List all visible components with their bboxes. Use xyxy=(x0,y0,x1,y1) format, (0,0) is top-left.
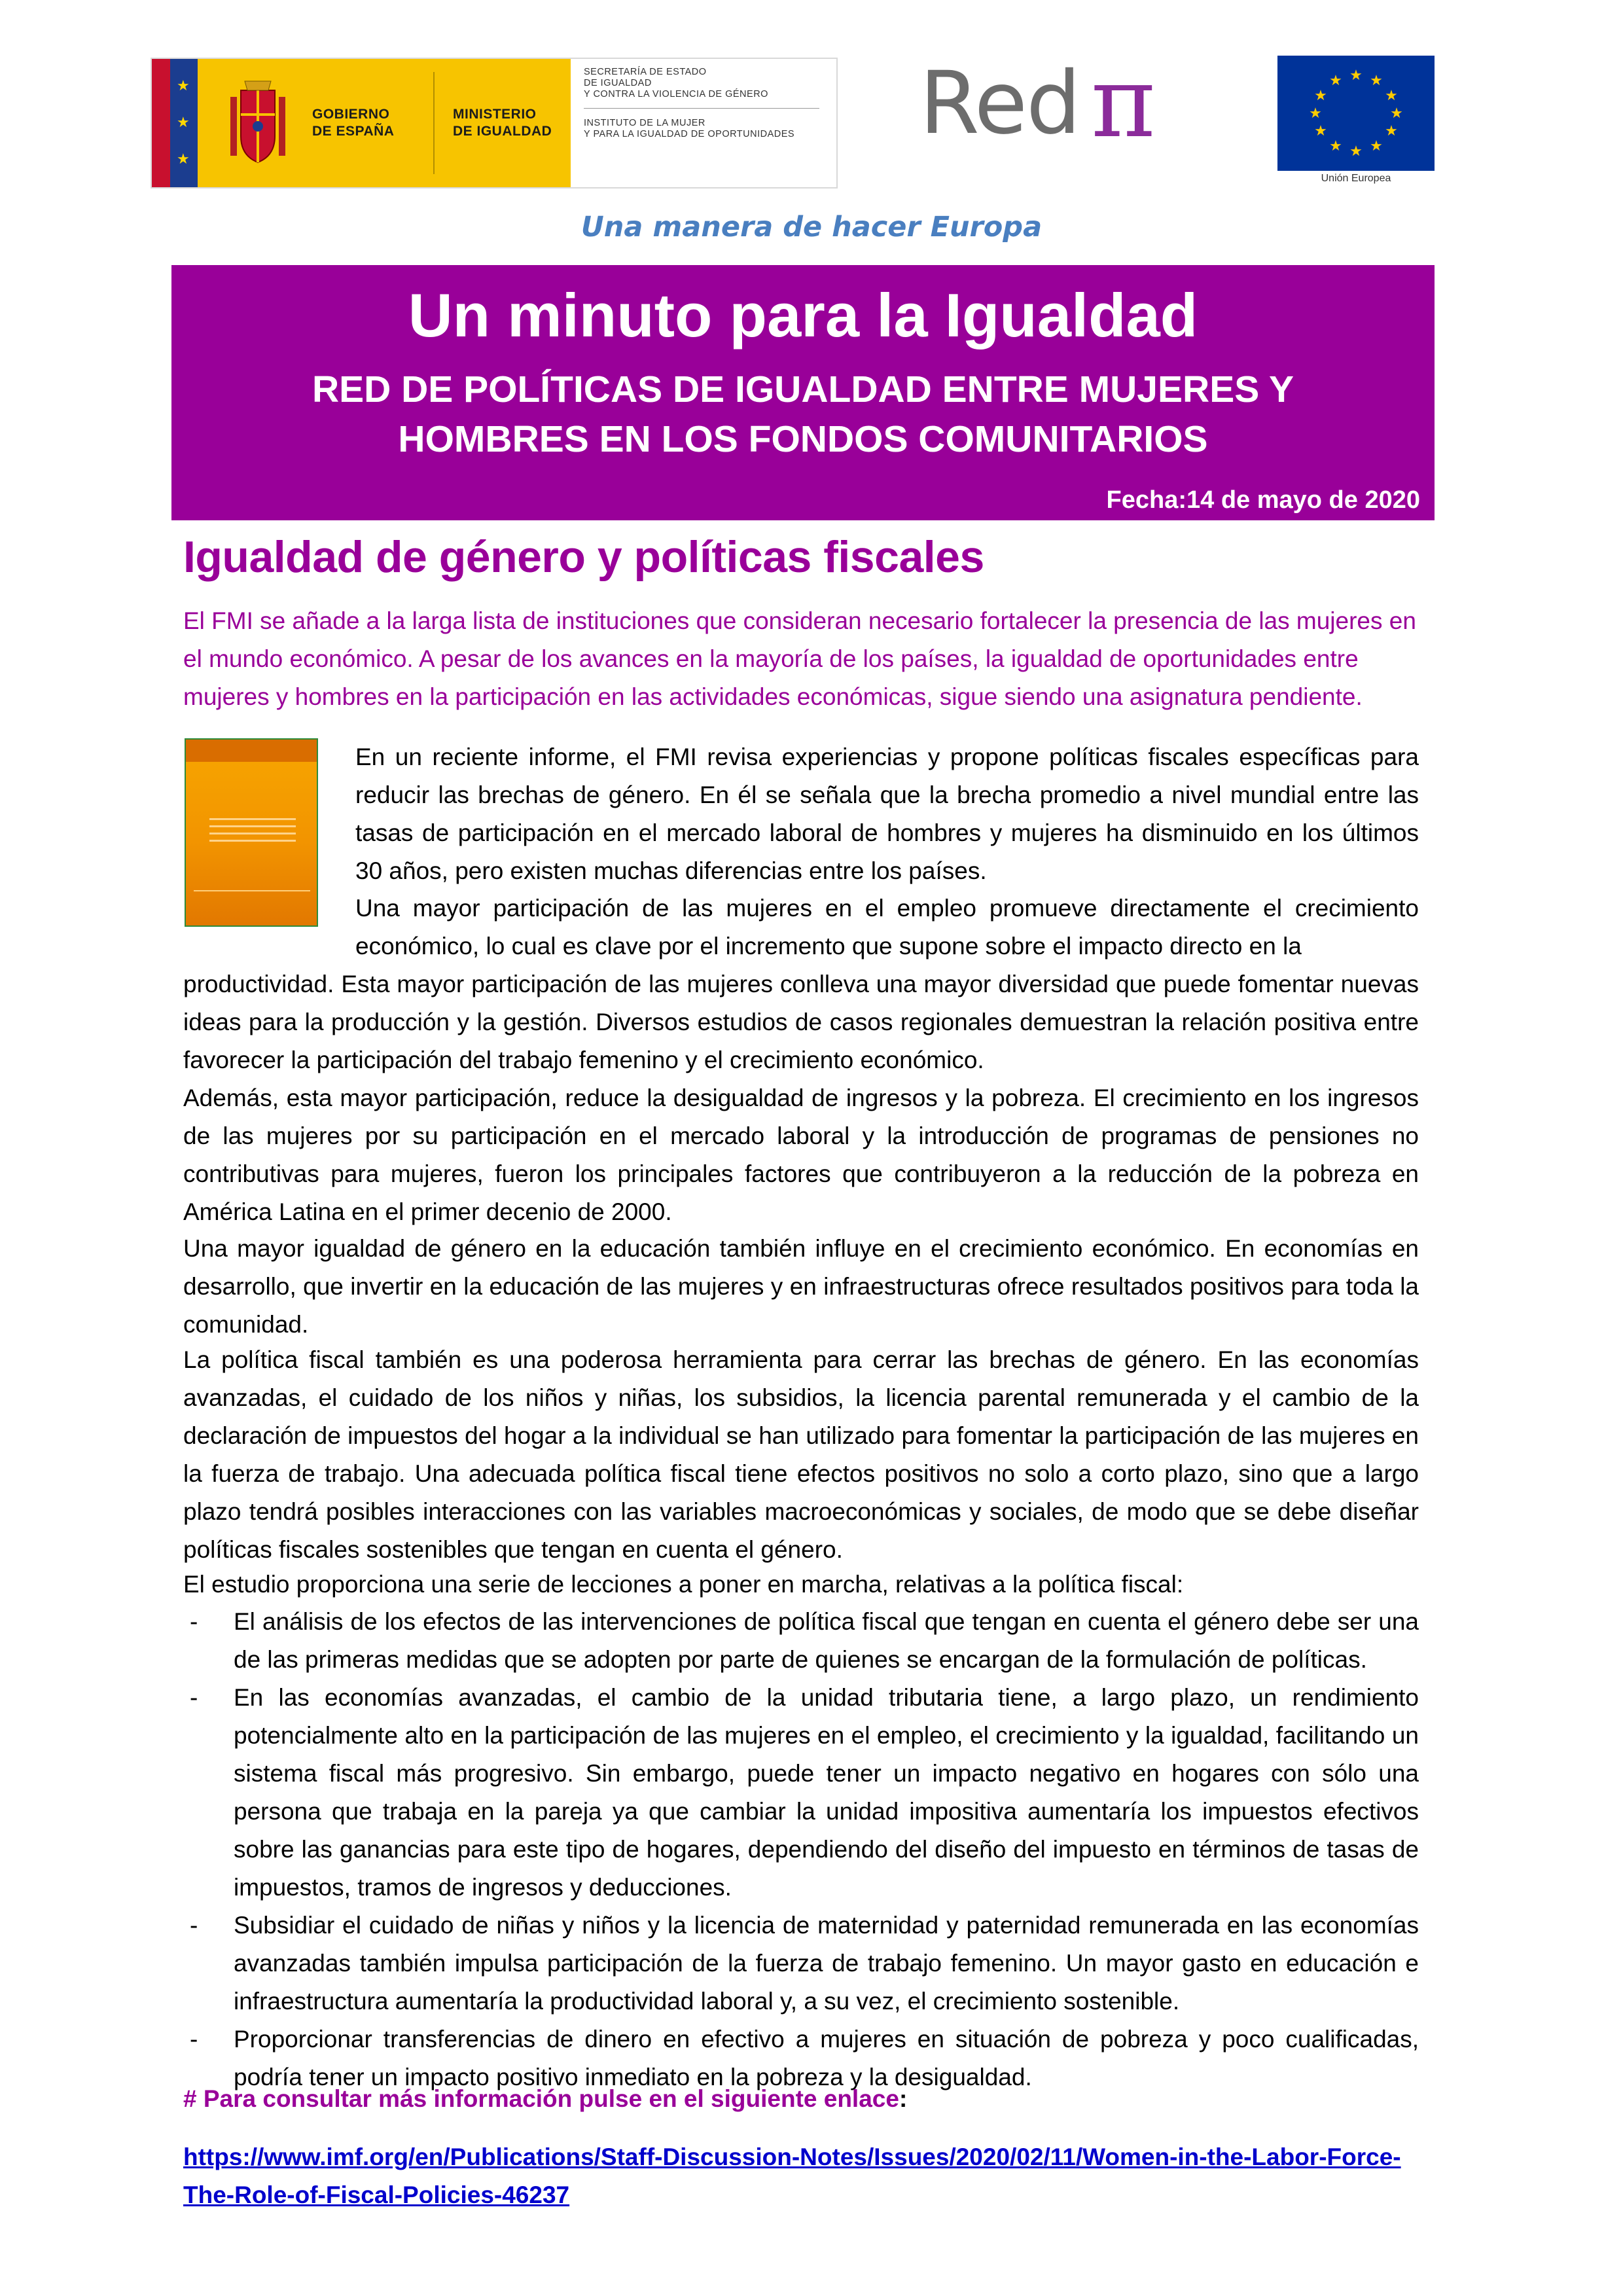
banner-subtitle-line-2: HOMBRES EN LOS FONDOS COMUNITARIOS xyxy=(398,418,1208,460)
eu-label: Unión Europea xyxy=(1321,173,1391,184)
gov-line-2: DE ESPAÑA xyxy=(312,124,395,139)
bullet-dash: - xyxy=(190,2026,198,2053)
coat-of-arms-icon xyxy=(225,77,291,169)
paragraph-5: La política fiscal también es una poderosa herramienta para cerrar las brechas de género. En las economías avanzadas, el cuidado de los niños y niñas, los subsidios, la licencia parental remunerada y el cambio de la declaración de impuestos del hogar a la individual se han utilizado para fomentar la participación de las mujeres en la fuerza de trabajo. Una adecuada política fiscal tiene efectos positivos no solo a corto plazo, sino que a largo plazo tendrá posibles interacciones con las variables macroeconómicas y sociales, de modo que se debe diseñar políticas fiscales sostenibles que tengan en cuenta el género. xyxy=(183,1346,1419,1563)
government-logo-strip xyxy=(151,58,838,188)
logo-divider xyxy=(433,72,435,174)
article-heading: Igualdad de género y políticas fiscales xyxy=(183,532,984,582)
list-item-text: En las economías avanzadas, el cambio de la unidad tributaria tiene, a largo plazo, un rendimiento potencialmente alto en la participación de las mujeres en el empleo, el crecimiento y la igualdad, facilitando un sistema fiscal más progresivo. Sin embargo, puede tener un impacto negativo en hogares con sólo una persona que trabaja en la pareja ya que cambiar la unidad impositiva aumentaría los impuestos efectivos sobre las ganancias para este tipo de hogares, dependiendo del diseño del impuesto en términos de tasas de impuestos, tramos de ingresos y deducciones. xyxy=(234,1684,1419,1901)
cover-footer xyxy=(194,890,310,918)
secretaria-line: Y CONTRA LA VIOLENCIA DE GÉNERO xyxy=(584,89,768,99)
more-info-label xyxy=(183,2080,907,2118)
paragraph-6: El estudio proporciona una serie de lecciones a poner en marcha, relativas a la política fiscal: xyxy=(183,1571,1184,1598)
tagline: Una manera de hacer Europa xyxy=(580,211,1043,243)
banner-subtitle-line-1: RED DE POLÍTICAS DE IGUALDAD ENTRE MUJERES Y xyxy=(312,368,1294,410)
title-banner xyxy=(171,265,1435,520)
ministry-line-2: DE IGUALDAD xyxy=(453,124,552,139)
gobierno-logo xyxy=(198,59,571,187)
list-item-text: Subsidiar el cuidado de niñas y niños y la licencia de maternidad y paternidad remunerada en las economías avanzadas también impulsa participación de la fuerza de trabajo femenino. Un mayor gasto en educación e infraestructura aumentaría la productividad laboral y, a su vez, el crecimiento sostenible. xyxy=(234,1912,1419,2015)
ministerio-text xyxy=(453,106,552,140)
secretaria-text xyxy=(584,67,826,100)
list-item-text: Proporcionar transferencias de dinero en efectivo a mujeres en situación de pobreza y poco cualificadas, podría tener un impacto positivo inmediato en la pobreza y la desigualdad. xyxy=(234,2026,1419,2090)
secretaria-line: DE IGUALDAD xyxy=(584,78,652,88)
paragraph-2-continued: productividad. Esta mayor participación de las mujeres conlleva una mayor diversidad que puede fomentar nuevas ideas para la producción y la gestión. Diversos estudios de casos regionales demuestran la relación positiva entre favorecer la participación del trabajo femenino y el crecimiento económico. xyxy=(183,971,1419,1073)
more-info-colon: : xyxy=(899,2085,908,2112)
list-item xyxy=(183,1679,1419,1907)
lessons-list xyxy=(183,1603,1419,2096)
paragraph-1: En un reciente informe, el FMI revisa experiencias y propone políticas fiscales específicas para reducir las brechas de género. En él se señala que la brecha promedio a nivel mundial entre las tasas de participación en el mercado laboral de hombres y mujeres ha disminuido en los últimos 30 años, pero existen muchas diferencias entre los países. xyxy=(355,744,1419,884)
instituto-text xyxy=(584,118,826,140)
pi-symbol-icon: π xyxy=(1091,46,1156,160)
bullet-dash: - xyxy=(190,1684,198,1711)
banner-subtitle xyxy=(171,365,1435,464)
instituto-line: Y PARA LA IGUALDAD DE OPORTUNIDADES xyxy=(584,129,795,139)
paragraph-4: Una mayor igualdad de género en la educación también influye en el crecimiento económico. En economías en desarrollo, que invertir en la educación de las mujeres y en infraestructuras ofrece resultados positivos para toda la comunidad. xyxy=(183,1235,1419,1338)
imf-report-link[interactable]: https://www.imf.org/en/Publications/Staff-Discussion-Notes/Issues/2020/02/11/Women-in-the-Labor-Force-The-Role-of-Fiscal-Policies-46237 xyxy=(183,2144,1401,2208)
paragraph-3: Además, esta mayor participación, reduce la desigualdad de ingresos y la pobreza. El crecimiento en los ingresos de las mujeres por su participación en el mercado laboral y la introducción de programas de pensiones no contributivas para mujeres, fueron los principales factores que contribuyeron a la reducción de la pobreza en América Latina en el primer decenio de 2000. xyxy=(183,1085,1419,1225)
list-item xyxy=(183,1907,1419,2020)
secretaria-line: SECRETARÍA DE ESTADO xyxy=(584,67,707,77)
gobierno-text xyxy=(312,106,394,140)
banner-title: Un minuto para la Igualdad xyxy=(408,281,1198,350)
ministry-line-1: MINISTERIO xyxy=(453,107,537,122)
cover-text-lines xyxy=(209,818,296,847)
article-lead: El FMI se añade a la larga lista de instituciones que consideran necesario fortalecer la presencia de las mujeres en el mundo económico. A pesar de los avances en la mayoría de los países, la igualdad de oportunidades entre mujeres y hombres en la participación en las actividades económicas, sigue siendo una asignatura pendiente. xyxy=(183,607,1416,710)
report-cover-image xyxy=(185,738,318,927)
red-logo-word: Red xyxy=(919,53,1080,154)
list-item xyxy=(183,1603,1419,1679)
secretaria-divider xyxy=(584,108,819,109)
red-pi-logo xyxy=(919,46,1181,160)
cover-header-bar xyxy=(186,740,317,762)
paragraph-2-wrapped: Una mayor participación de las mujeres en el empleo promueve directamente el crecimiento económico, lo cual es clave por el incremento que supone sobre el impacto directo en la xyxy=(355,895,1419,960)
bullet-dash: - xyxy=(190,1912,198,1939)
eu-flag-icon: ★ ★ ★ ★ ★ ★ ★ ★ ★ ★ ★ ★ xyxy=(1277,56,1435,171)
bullet-dash: - xyxy=(190,1608,198,1635)
more-info-text: # Para consultar más información pulse en el siguiente enlace xyxy=(183,2085,899,2112)
spain-flag-stripe xyxy=(152,59,170,187)
gov-line-1: GOBIERNO xyxy=(312,107,390,122)
list-item-text: El análisis de los efectos de las intervenciones de política fiscal que tengan en cuenta el género debe ser una de las primeras medidas que se adopten por parte de quienes se encargan de la formulación de políticas. xyxy=(234,1608,1419,1673)
eu-stars-stripe: ★ ★ ★ xyxy=(170,59,198,187)
instituto-line: INSTITUTO DE LA MUJER xyxy=(584,118,705,128)
publication-date: Fecha:14 de mayo de 2020 xyxy=(1106,486,1420,514)
secretaria-block xyxy=(584,67,826,179)
